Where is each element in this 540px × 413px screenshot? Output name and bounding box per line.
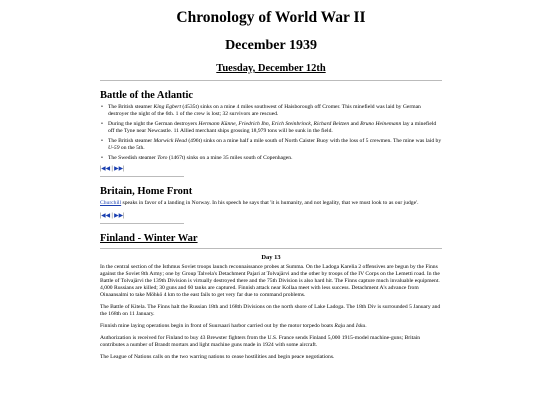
atlantic-list: [100, 104, 442, 162]
divider: [100, 248, 442, 249]
section-finland: [100, 232, 442, 361]
paragraph: The League of Nations calls on the two warring nations to cease hostilities and begin peace negotiations.: [100, 354, 335, 360]
list-item: • The Swedish steamer Toro (1467t) sinks on a mine 35 miles south of Copenhagen.: [100, 155, 442, 162]
section-homefront: [100, 185, 442, 224]
churchill-link[interactable]: Churchill: [100, 200, 122, 206]
paragraph: Finnish mine laying operations begin in front of Suursaari harbor carried out by the motor torpedo boats Raju and Isku.: [100, 323, 367, 329]
paragraph: In the central section of the Isthmus Soviet troops launch reconnaissance probes at Summa. On the Ladoga Karelia 2 offensives are begun by the Finns against the Soviet 8th Army; one by Group Talvela's Detachment Pajari at Tolvajärvi and the other by troops of the IV Corps on the Lemetti road. In the Battle of Tolvajärvi the 139th Division is virtually destroyed there and the 75th Division is also hard hit. The Finns capture much invaluable equipment. 4,000 Russians are killed; 30 guns and 60 tanks are captured. Finnish attack near Kollaa meet with less success. Detachment A's advance from Oinaansalmi to take Möhkö 4 km to the east fails to get very far due to command problems.: [100, 264, 440, 298]
list-item: • The British steamer Marwick Head (496t) sinks on a mine half a mile south of North Caister Buoy with the loss of 5 crewmen. The mine was laid by U-59 on the 5th.: [100, 138, 442, 152]
divider: [100, 80, 442, 81]
prev-arrow-icon[interactable]: ◀◀: [101, 166, 111, 172]
divider: [100, 223, 184, 224]
paragraph: The Battle of Kitela. The Finns halt the Russian 18th and 168th Divisions on the north shore of Lake Ladoga. The 18th Div is surrounded 5 January and the 168th on 11 January.: [100, 304, 441, 317]
paragraph: Authorization is received for Finland to buy 43 Brewster fighters from the U.S. France sends Finland 5,000 1915-model machine-guns; Britain contributes a number of Brandt mortars and light machine guns made in 1924 with some aircraft.: [100, 335, 421, 348]
page-title: Chronology of World War II: [176, 9, 366, 26]
section-title-atlantic: Battle of the Atlantic: [100, 90, 194, 101]
section-title-finland[interactable]: Finland - Winter War: [100, 233, 198, 244]
section-atlantic: [100, 89, 442, 177]
divider: [100, 176, 184, 177]
nav-links: |◀◀ | ▶▶|: [100, 213, 125, 219]
next-arrow-icon[interactable]: ▶▶: [114, 166, 124, 172]
list-item: • During the night the German destroyers Hermann Künne, Friedrich Ihn, Erich Steinbrinck, Richard Beitzen and Bruno Heinemann lay a minefield off the Tyne near Newcastle. 11 Allied merchant ships grossing 18,979 tons will be sunk in the field.: [100, 121, 442, 135]
section-title-homefront: Britain, Home Front: [100, 186, 193, 197]
month-heading: December 1939: [225, 38, 317, 53]
page: [0, 8, 540, 361]
list-item: • The British steamer King Egbert (4535t) sinks on a mine 4 miles southwest of Haisborough off Cromer. This minefield was laid by German destroyer the night of the 6th. 1 of the crew is lost; 32 survivors are rescued.: [100, 104, 442, 118]
homefront-text: Churchill speaks in favor of a landing in Norway. In his speech he says that 'it is humanity, and not legality, that we must look to as our judge'.: [100, 200, 419, 206]
next-arrow-icon[interactable]: ▶▶: [114, 213, 124, 219]
date-link[interactable]: Tuesday, December 12th: [216, 63, 326, 74]
nav-links: |◀◀ | ▶▶|: [100, 166, 125, 172]
prev-arrow-icon[interactable]: ◀◀: [101, 213, 111, 219]
day-heading: Day 13: [261, 254, 281, 261]
date-heading: [100, 62, 442, 75]
